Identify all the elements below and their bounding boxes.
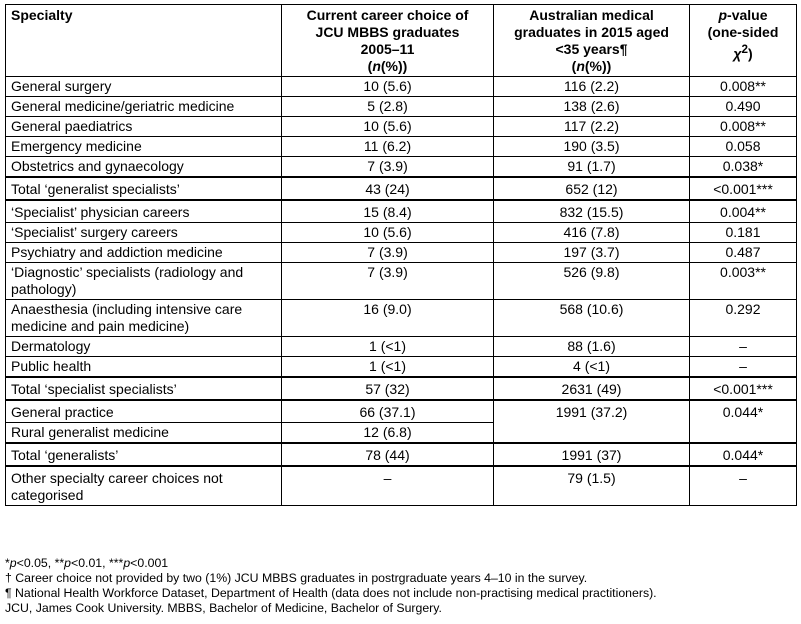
cell-jcu: 78 (44) <box>282 443 494 466</box>
cell-jcu: 16 (9.0) <box>282 300 494 337</box>
cell-aus: 117 (2.2) <box>494 117 690 137</box>
cell-specialty: Anaesthesia (including intensive care medicine and pain medicine) <box>6 300 282 337</box>
table-row <box>6 97 797 117</box>
cell-specialty: Dermatology <box>6 337 282 357</box>
cell-p-value: 0.004** <box>690 200 797 223</box>
cell-aus-merged: 1991 (37.2) <box>494 400 690 443</box>
cell-p-value: 0.292 <box>690 300 797 337</box>
table-row-total <box>6 377 797 400</box>
cell-aus: 1991 (37) <box>494 443 690 466</box>
table-row <box>6 157 797 178</box>
table-row <box>6 117 797 137</box>
cell-aus: 526 (9.8) <box>494 263 690 300</box>
cell-specialty: Other specialty career choices not categorised <box>6 466 282 506</box>
cell-p-value: 0.490 <box>690 97 797 117</box>
table-row <box>6 223 797 243</box>
cell-aus: 568 (10.6) <box>494 300 690 337</box>
cell-specialty: Obstetrics and gynaecology <box>6 157 282 178</box>
cell-specialty: General practice <box>6 400 282 423</box>
cell-jcu: 10 (5.6) <box>282 117 494 137</box>
cell-p-value: 0.044* <box>690 443 797 466</box>
cell-aus: 79 (1.5) <box>494 466 690 506</box>
cell-p-value: – <box>690 337 797 357</box>
cell-specialty: Total ‘specialist specialists’ <box>6 377 282 400</box>
cell-aus: 416 (7.8) <box>494 223 690 243</box>
footnote-abbreviations: JCU, James Cook University. MBBS, Bachelor of Medicine, Bachelor of Surgery. <box>5 601 442 615</box>
cell-p-value: – <box>690 466 797 506</box>
cell-p-value: 0.008** <box>690 77 797 97</box>
cell-aus: 2631 (49) <box>494 377 690 400</box>
col-header-specialty: Specialty <box>6 5 282 77</box>
cell-jcu: 15 (8.4) <box>282 200 494 223</box>
footnote-significance: *p<0.05, **p<0.01, ***p<0.001 <box>5 556 169 570</box>
cell-specialty: Total ‘generalists’ <box>6 443 282 466</box>
cell-jcu: 5 (2.8) <box>282 97 494 117</box>
footnote-dagger: † Career choice not provided by two (1%) JCU MBBS graduates in postrgraduate years 4–10 in the survey. <box>5 571 588 585</box>
table-row <box>6 137 797 157</box>
cell-jcu: 11 (6.2) <box>282 137 494 157</box>
table-header-row <box>6 5 797 77</box>
cell-jcu: 1 (<1) <box>282 357 494 378</box>
cell-p-value: – <box>690 357 797 378</box>
col-header-jcu-graduates: Current career choice of JCU MBBS graduates 2005–11 (n(%)) <box>282 5 494 77</box>
cell-aus: 138 (2.6) <box>494 97 690 117</box>
cell-jcu: – <box>282 466 494 506</box>
table-row <box>6 77 797 97</box>
cell-specialty: ‘Specialist’ surgery careers <box>6 223 282 243</box>
cell-aus: 116 (2.2) <box>494 77 690 97</box>
cell-specialty: Total ‘generalist specialists’ <box>6 177 282 200</box>
table-row <box>6 400 797 423</box>
cell-specialty: General paediatrics <box>6 117 282 137</box>
cell-jcu: 43 (24) <box>282 177 494 200</box>
cell-jcu: 7 (3.9) <box>282 243 494 263</box>
table-row <box>6 466 797 506</box>
cell-aus: 91 (1.7) <box>494 157 690 178</box>
table-row <box>6 337 797 357</box>
table-row-total <box>6 443 797 466</box>
col-header-p-value: p-value (one-sided $\chi^2$) <box>690 5 797 77</box>
cell-aus: 832 (15.5) <box>494 200 690 223</box>
cell-aus: 190 (3.5) <box>494 137 690 157</box>
cell-jcu: 12 (6.8) <box>282 423 494 444</box>
cell-specialty: Public health <box>6 357 282 378</box>
cell-aus: 88 (1.6) <box>494 337 690 357</box>
cell-specialty: Emergency medicine <box>6 137 282 157</box>
cell-jcu: 57 (32) <box>282 377 494 400</box>
cell-specialty: General surgery <box>6 77 282 97</box>
cell-p-value: <0.001*** <box>690 377 797 400</box>
table-row-total <box>6 177 797 200</box>
cell-specialty: ‘Specialist’ physician careers <box>6 200 282 223</box>
cell-specialty: Psychiatry and addiction medicine <box>6 243 282 263</box>
footnote-pilcrow: ¶ National Health Workforce Dataset, Department of Health (data does not include non-practising medical practitioners). <box>5 586 657 600</box>
cell-jcu: 10 (5.6) <box>282 223 494 243</box>
col-header-australian-graduates: Australian medical graduates in 2015 aged <35 years¶ (n(%)) <box>494 5 690 77</box>
cell-jcu: 7 (3.9) <box>282 263 494 300</box>
cell-p-value: 0.487 <box>690 243 797 263</box>
cell-jcu: 66 (37.1) <box>282 400 494 423</box>
cell-aus: 652 (12) <box>494 177 690 200</box>
cell-p-value-merged: 0.044* <box>690 400 797 443</box>
cell-jcu: 10 (5.6) <box>282 77 494 97</box>
cell-specialty: General medicine/geriatric medicine <box>6 97 282 117</box>
cell-p-value: 0.008** <box>690 117 797 137</box>
cell-jcu: 1 (<1) <box>282 337 494 357</box>
table-footnotes <box>5 556 796 616</box>
table-row <box>6 263 797 300</box>
cell-p-value: 0.181 <box>690 223 797 243</box>
table-row <box>6 200 797 223</box>
results-table-container <box>5 4 796 506</box>
cell-p-value: <0.001*** <box>690 177 797 200</box>
cell-p-value: 0.038* <box>690 157 797 178</box>
cell-p-value: 0.003** <box>690 263 797 300</box>
table-row <box>6 243 797 263</box>
cell-specialty: Rural generalist medicine <box>6 423 282 444</box>
table-row <box>6 357 797 378</box>
table-row <box>6 300 797 337</box>
cell-jcu: 7 (3.9) <box>282 157 494 178</box>
cell-aus: 197 (3.7) <box>494 243 690 263</box>
cell-p-value: 0.058 <box>690 137 797 157</box>
cell-specialty: ‘Diagnostic’ specialists (radiology and pathology) <box>6 263 282 300</box>
cell-aus: 4 (<1) <box>494 357 690 378</box>
specialty-comparison-table <box>5 4 797 506</box>
